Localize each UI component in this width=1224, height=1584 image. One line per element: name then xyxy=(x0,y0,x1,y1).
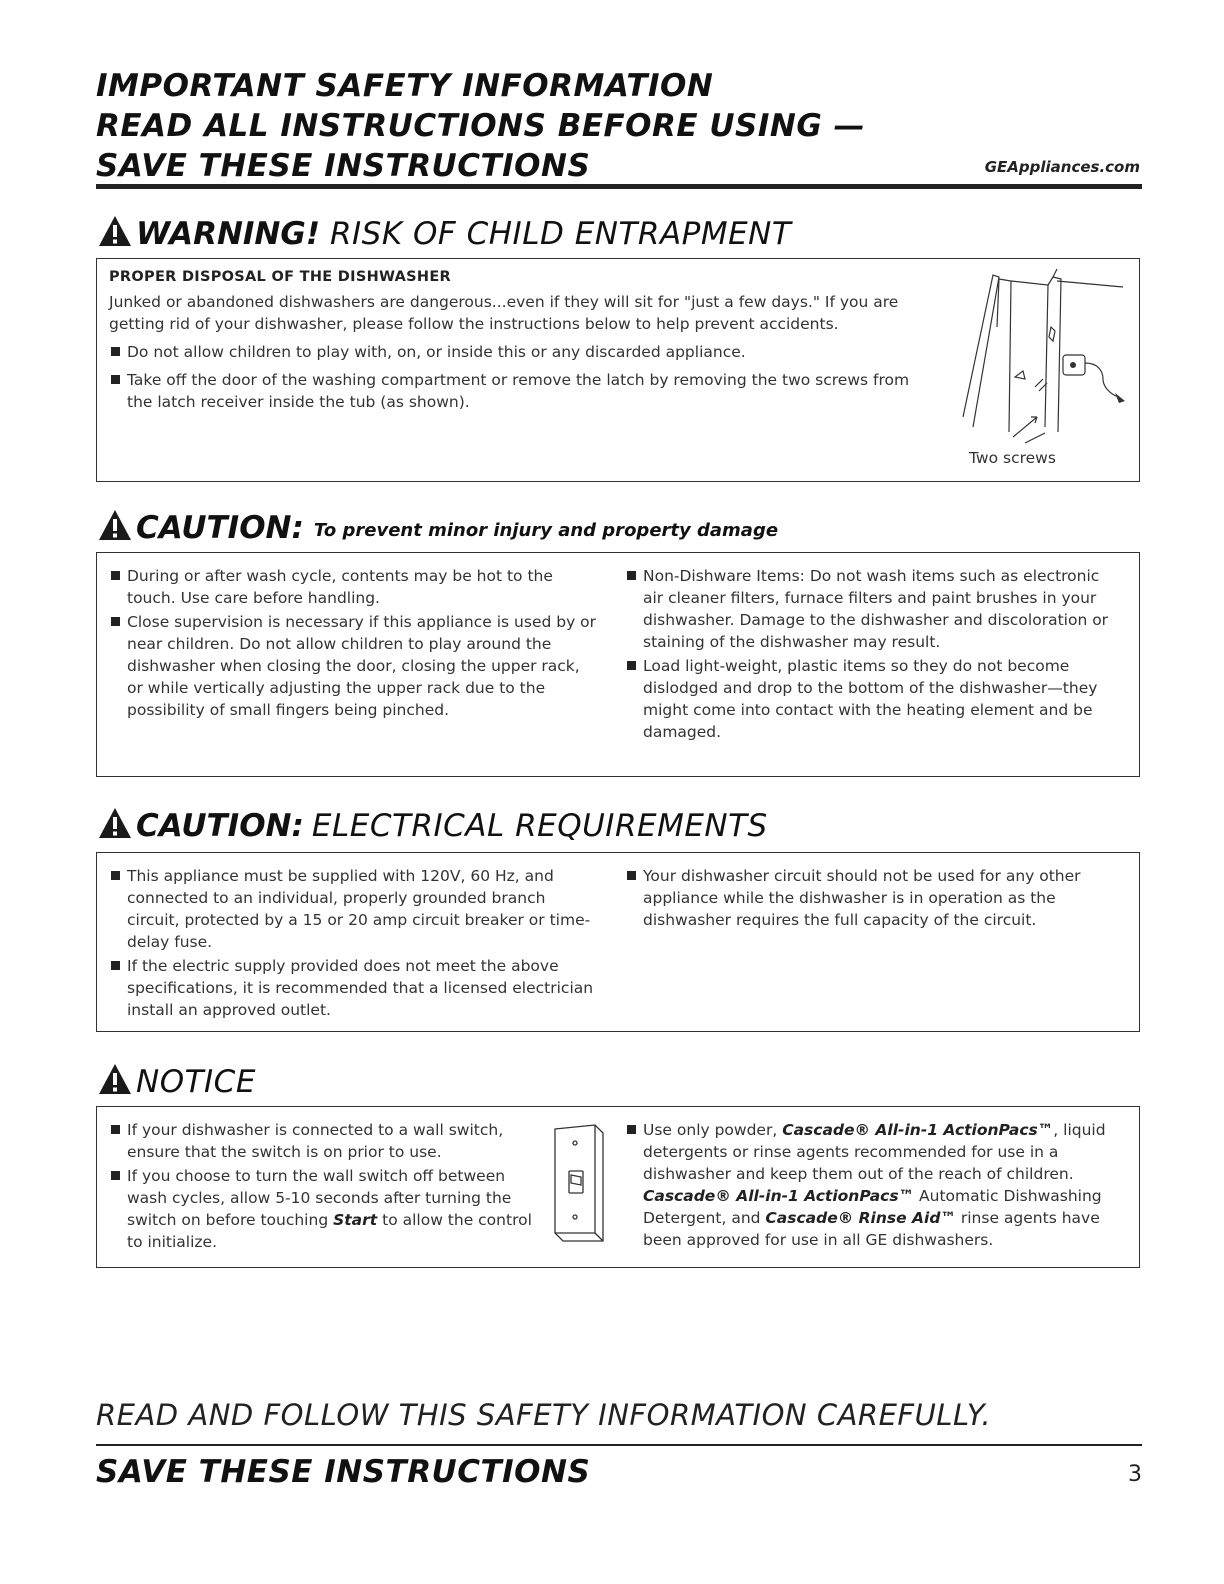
page-number: 3 xyxy=(1128,1462,1142,1487)
warning-box xyxy=(96,258,1140,482)
footer-line-1: READ AND FOLLOW THIS SAFETY INFORMATION CAREFULLY. xyxy=(96,1398,992,1432)
wall-switch-icon xyxy=(551,1123,607,1243)
electrical-bullet: This appliance must be supplied with 120V, 60 Hz, and connected to an individual, properly grounded branch circuit, protected by a 15 or 20 amp circuit breaker or time-delay fuse. xyxy=(109,865,597,953)
electrical-box xyxy=(96,852,1140,1032)
website-link[interactable]: GEAppliances.com xyxy=(984,158,1140,176)
notice-bullet: Use only powder, Cascade® All-in-1 ActionPacs™, liquid detergents or rinse agents recommended for use in a dishwasher and keep them out of the reach of children. Cascade® All-in-1 ActionPacs™ Automatic Dishwashing Detergent, and Cascade® Rinse Aid™ rinse agents have been approved for use in all GE dishwashers. xyxy=(625,1119,1121,1251)
figure-caption: Two screws xyxy=(969,449,1056,467)
caution-bullet: Non-Dishware Items: Do not wash items such as electronic air cleaner filters, furnace filters and paint brushes in your dishwasher. Damage to the dishwasher and discoloration or staining of the dishwasher may result. xyxy=(625,565,1115,653)
electrical-title: ELECTRICAL REQUIREMENTS xyxy=(311,808,768,844)
caution-bullet: Close supervision is necessary if this appliance is used by or near children. Do not allow children to play around the dishwasher when closing the door, closing the upper rack, or while vertically adjusting the upper rack due to the possibility of small fingers being pinched. xyxy=(109,611,597,721)
warning-triangle-icon xyxy=(98,1063,132,1095)
caution-subtitle: To prevent minor injury and property damage xyxy=(313,520,779,541)
notice-bullet: If you choose to turn the wall switch off between wash cycles, allow 5-10 seconds after turning the switch on before touching Start to allow the control to initialize. xyxy=(109,1165,539,1253)
caution-heading xyxy=(98,502,778,546)
warning-triangle-icon xyxy=(98,215,132,247)
header-rule xyxy=(96,184,1142,189)
caution-bullet: During or after wash cycle, contents may be hot to the touch. Use care before handling. xyxy=(109,565,597,609)
notice-bullet: If your dishwasher is connected to a wall switch, ensure that the switch is on prior to use. xyxy=(109,1119,539,1163)
caution-box xyxy=(96,552,1140,777)
caution-bullet: Load light-weight, plastic items so they do not become dislodged and drop to the bottom of the dishwasher—they might come into contact with the heating element and be damaged. xyxy=(625,655,1115,743)
warning-bullet: Do not allow children to play with, on, or inside this or any discarded appliance. xyxy=(109,341,939,363)
warning-triangle-icon xyxy=(98,509,132,541)
electrical-heading xyxy=(98,800,768,844)
caution-label: CAUTION: xyxy=(136,510,304,546)
notice-box xyxy=(96,1106,1140,1268)
header-line-2: READ ALL INSTRUCTIONS BEFORE USING — xyxy=(96,108,866,144)
footer-rule xyxy=(96,1444,1142,1446)
warning-intro: Junked or abandoned dishwashers are dangerous...even if they will sit for "just a few days." If you are getting rid of your dishwasher, please follow the instructions below to help prevent accidents. xyxy=(109,293,899,333)
warning-subheading: PROPER DISPOSAL OF THE DISHWASHER xyxy=(109,269,452,285)
electrical-bullet: If the electric supply provided does not meet the above specifications, it is recommended that a licensed electrician install an approved outlet. xyxy=(109,955,597,1021)
warning-bullet: Take off the door of the washing compartment or remove the latch by removing the two screws from the latch receiver inside the tub (as shown). xyxy=(109,369,939,413)
notice-title: NOTICE xyxy=(136,1064,256,1100)
electrical-bullet: Your dishwasher circuit should not be used for any other appliance while the dishwasher is in operation as the dishwasher requires the full capacity of the circuit. xyxy=(625,865,1117,931)
start-button-ref: Start xyxy=(333,1211,378,1229)
header-line-3: SAVE THESE INSTRUCTIONS xyxy=(96,148,591,184)
warning-heading xyxy=(98,208,791,252)
latch-screws-illustration xyxy=(953,267,1133,447)
warning-triangle-icon xyxy=(98,807,132,839)
warning-title: RISK OF CHILD ENTRAPMENT xyxy=(329,216,792,252)
header-line-1: IMPORTANT SAFETY INFORMATION xyxy=(96,68,714,104)
footer-line-2: SAVE THESE INSTRUCTIONS xyxy=(96,1454,591,1490)
warning-label: WARNING! xyxy=(136,216,320,252)
electrical-label: CAUTION: xyxy=(136,808,304,844)
notice-heading xyxy=(98,1056,256,1100)
